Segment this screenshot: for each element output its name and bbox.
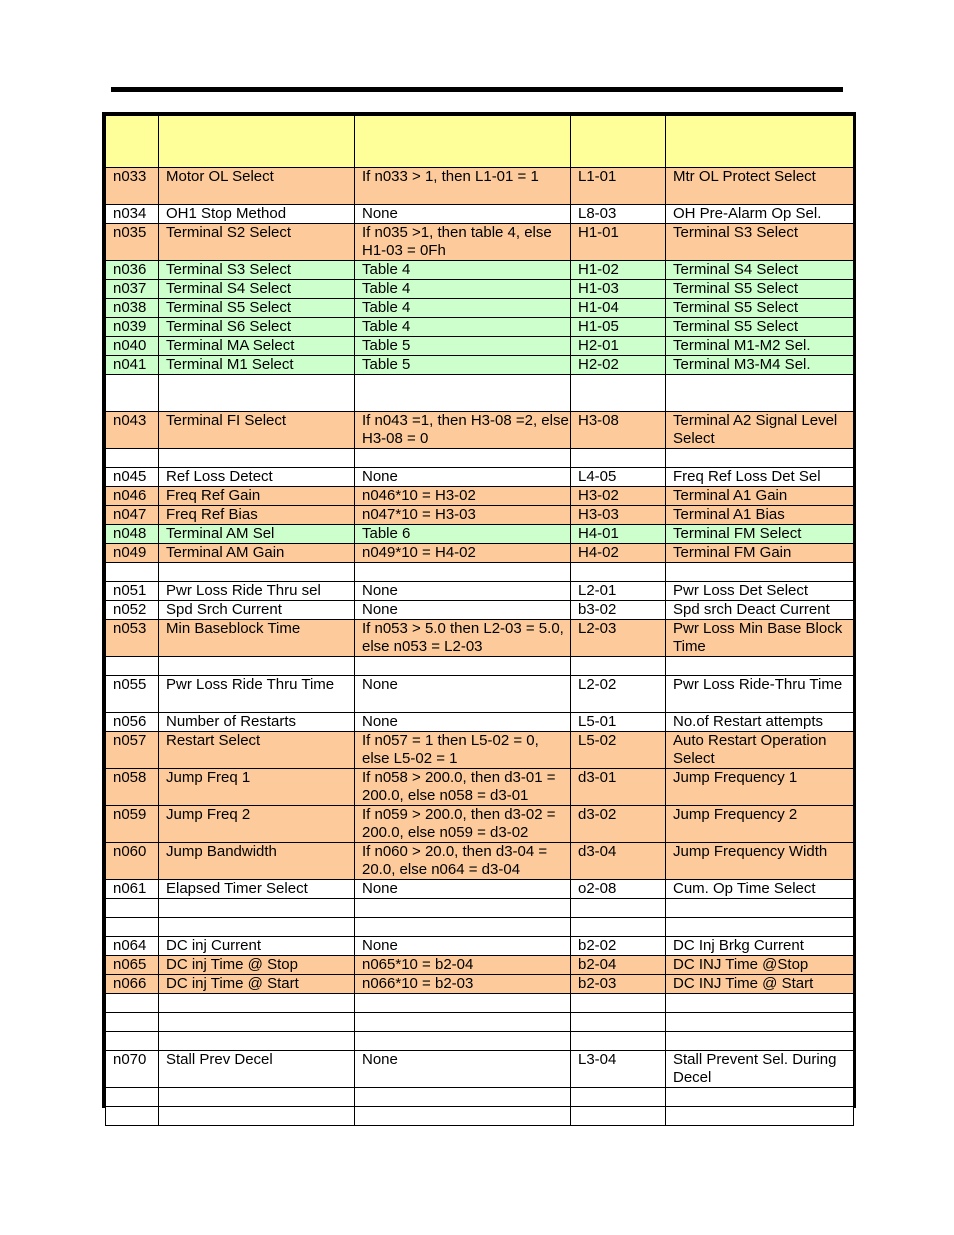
table-row	[106, 769, 854, 806]
table-row	[106, 1013, 854, 1032]
old-param-cell	[106, 899, 159, 918]
old-param-cell: n037	[106, 280, 159, 299]
conversion-cell: n065*10 = b2-04	[355, 956, 571, 975]
old-param-cell	[106, 918, 159, 937]
table-row	[106, 899, 854, 918]
new-param-cell: L8-03	[571, 205, 666, 224]
new-param-cell	[571, 899, 666, 918]
new-name-cell: Terminal FM Select	[666, 525, 854, 544]
table-row	[106, 299, 854, 318]
old-name-cell: Restart Select	[159, 732, 355, 769]
conversion-cell: If n033 > 1, then L1-01 = 1	[355, 168, 571, 205]
new-name-cell: Terminal FM Gain	[666, 544, 854, 563]
conversion-cell: None	[355, 582, 571, 601]
new-param-cell: L4-05	[571, 468, 666, 487]
old-name-cell: Freq Ref Bias	[159, 506, 355, 525]
table-row	[106, 994, 854, 1013]
conversion-cell	[355, 1032, 571, 1051]
new-name-cell: Jump Frequency 1	[666, 769, 854, 806]
conversion-cell: Table 4	[355, 318, 571, 337]
table-row	[106, 375, 854, 412]
new-param-cell	[571, 1088, 666, 1107]
old-param-cell: n052	[106, 601, 159, 620]
old-name-cell: Min Baseblock Time	[159, 620, 355, 657]
table-row	[106, 412, 854, 449]
old-param-cell: n049	[106, 544, 159, 563]
conversion-cell	[355, 918, 571, 937]
conversion-cell	[355, 899, 571, 918]
new-name-cell: Terminal S5 Select	[666, 318, 854, 337]
old-name-cell	[159, 899, 355, 918]
table-header-row	[106, 116, 854, 168]
new-name-cell: Jump Frequency Width	[666, 843, 854, 880]
new-param-cell	[571, 1032, 666, 1051]
old-param-cell: n070	[106, 1051, 159, 1088]
old-param-cell: n051	[106, 582, 159, 601]
old-name-cell: Terminal S4 Select	[159, 280, 355, 299]
conversion-cell: None	[355, 713, 571, 732]
conversion-cell: n049*10 = H4-02	[355, 544, 571, 563]
new-name-cell	[666, 657, 854, 676]
old-param-cell: n041	[106, 356, 159, 375]
new-param-cell	[571, 563, 666, 582]
table-row	[106, 356, 854, 375]
table-row	[106, 261, 854, 280]
new-name-cell	[666, 1107, 854, 1126]
table-row	[106, 620, 854, 657]
table-row	[106, 956, 854, 975]
old-name-cell: Elapsed Timer Select	[159, 880, 355, 899]
old-name-cell: Spd Srch Current	[159, 601, 355, 620]
conversion-cell: If n035 >1, then table 4, else H1-03 = 0Fh	[355, 224, 571, 261]
new-name-cell: Terminal A1 Gain	[666, 487, 854, 506]
conversion-cell: None	[355, 937, 571, 956]
old-name-cell	[159, 657, 355, 676]
new-param-cell: L2-02	[571, 676, 666, 713]
new-param-cell: b3-02	[571, 601, 666, 620]
old-name-cell	[159, 994, 355, 1013]
old-param-cell: n058	[106, 769, 159, 806]
conversion-cell	[355, 449, 571, 468]
conversion-cell: If n060 > 20.0, then d3-04 = 20.0, else n064 = d3-04	[355, 843, 571, 880]
new-name-cell: Cum. Op Time Select	[666, 880, 854, 899]
table-row	[106, 1051, 854, 1088]
conversion-cell	[355, 1107, 571, 1126]
new-name-cell: DC INJ Time @Stop	[666, 956, 854, 975]
old-name-cell: Terminal AM Sel	[159, 525, 355, 544]
old-name-cell: Terminal S6 Select	[159, 318, 355, 337]
old-param-cell: n046	[106, 487, 159, 506]
old-param-cell: n045	[106, 468, 159, 487]
old-param-cell: n043	[106, 412, 159, 449]
table-row	[106, 937, 854, 956]
old-param-cell: n033	[106, 168, 159, 205]
old-name-cell: Jump Freq 2	[159, 806, 355, 843]
new-name-cell: Terminal S5 Select	[666, 299, 854, 318]
new-name-cell: Terminal M3-M4 Sel.	[666, 356, 854, 375]
old-name-cell: Freq Ref Gain	[159, 487, 355, 506]
header-cell	[106, 116, 159, 168]
conversion-cell: Table 4	[355, 261, 571, 280]
conversion-cell: n046*10 = H3-02	[355, 487, 571, 506]
old-param-cell	[106, 657, 159, 676]
new-name-cell	[666, 994, 854, 1013]
old-name-cell	[159, 375, 355, 412]
old-name-cell	[159, 1032, 355, 1051]
new-name-cell: Pwr Loss Ride-Thru Time	[666, 676, 854, 713]
table-row	[106, 280, 854, 299]
conversion-cell	[355, 994, 571, 1013]
table-row	[106, 657, 854, 676]
conversion-cell: If n058 > 200.0, then d3-01 = 200.0, else n058 = d3-01	[355, 769, 571, 806]
old-name-cell: Terminal MA Select	[159, 337, 355, 356]
new-name-cell	[666, 1013, 854, 1032]
new-param-cell	[571, 449, 666, 468]
parameter-table-frame	[102, 112, 856, 1108]
new-name-cell: DC INJ Time @ Start	[666, 975, 854, 994]
new-name-cell	[666, 918, 854, 937]
old-param-cell	[106, 994, 159, 1013]
old-name-cell: Terminal S3 Select	[159, 261, 355, 280]
new-param-cell: d3-04	[571, 843, 666, 880]
new-param-cell: H1-04	[571, 299, 666, 318]
old-name-cell	[159, 1088, 355, 1107]
old-name-cell: Jump Freq 1	[159, 769, 355, 806]
table-row	[106, 975, 854, 994]
new-param-cell	[571, 657, 666, 676]
new-name-cell: OH Pre-Alarm Op Sel.	[666, 205, 854, 224]
new-param-cell: L5-01	[571, 713, 666, 732]
new-name-cell: Terminal M1-M2 Sel.	[666, 337, 854, 356]
conversion-cell: None	[355, 601, 571, 620]
conversion-cell: n066*10 = b2-03	[355, 975, 571, 994]
old-name-cell: Pwr Loss Ride Thru Time	[159, 676, 355, 713]
old-param-cell: n039	[106, 318, 159, 337]
old-name-cell	[159, 449, 355, 468]
old-param-cell: n059	[106, 806, 159, 843]
new-name-cell: Stall Prevent Sel. During Decel	[666, 1051, 854, 1088]
new-param-cell: H3-02	[571, 487, 666, 506]
new-param-cell: H3-08	[571, 412, 666, 449]
new-param-cell: L5-02	[571, 732, 666, 769]
new-param-cell	[571, 994, 666, 1013]
conversion-cell	[355, 657, 571, 676]
new-name-cell: Terminal S3 Select	[666, 224, 854, 261]
new-param-cell: H3-03	[571, 506, 666, 525]
old-name-cell: DC inj Time @ Stop	[159, 956, 355, 975]
old-param-cell: n065	[106, 956, 159, 975]
table-row	[106, 713, 854, 732]
old-name-cell	[159, 1107, 355, 1126]
old-param-cell: n038	[106, 299, 159, 318]
new-param-cell	[571, 375, 666, 412]
table-row	[106, 468, 854, 487]
old-name-cell: OH1 Stop Method	[159, 205, 355, 224]
table-row	[106, 1088, 854, 1107]
old-param-cell: n060	[106, 843, 159, 880]
old-name-cell: Jump Bandwidth	[159, 843, 355, 880]
conversion-cell: None	[355, 1051, 571, 1088]
conversion-cell: Table 4	[355, 280, 571, 299]
old-param-cell: n034	[106, 205, 159, 224]
conversion-cell: Table 4	[355, 299, 571, 318]
old-param-cell: n064	[106, 937, 159, 956]
old-param-cell: n047	[106, 506, 159, 525]
old-name-cell: Terminal M1 Select	[159, 356, 355, 375]
table-row	[106, 544, 854, 563]
new-name-cell	[666, 1088, 854, 1107]
old-param-cell	[106, 1088, 159, 1107]
conversion-cell: Table 5	[355, 356, 571, 375]
table-row	[106, 582, 854, 601]
new-name-cell: No.of Restart attempts	[666, 713, 854, 732]
new-name-cell: Pwr Loss Det Select	[666, 582, 854, 601]
conversion-cell: None	[355, 676, 571, 713]
new-param-cell: d3-02	[571, 806, 666, 843]
old-param-cell	[106, 449, 159, 468]
conversion-cell: None	[355, 468, 571, 487]
new-name-cell: Spd srch Deact Current	[666, 601, 854, 620]
new-param-cell: L1-01	[571, 168, 666, 205]
new-name-cell: Terminal S5 Select	[666, 280, 854, 299]
new-param-cell: H1-03	[571, 280, 666, 299]
old-param-cell: n035	[106, 224, 159, 261]
new-param-cell	[571, 1107, 666, 1126]
new-param-cell	[571, 1013, 666, 1032]
table-row	[106, 205, 854, 224]
conversion-cell	[355, 1013, 571, 1032]
table-row	[106, 918, 854, 937]
old-name-cell: Ref Loss Detect	[159, 468, 355, 487]
old-name-cell: Pwr Loss Ride Thru sel	[159, 582, 355, 601]
parameter-conversion-table	[105, 115, 854, 1126]
header-cell	[159, 116, 355, 168]
old-name-cell	[159, 1013, 355, 1032]
old-param-cell: n036	[106, 261, 159, 280]
old-param-cell	[106, 1107, 159, 1126]
table-row	[106, 318, 854, 337]
table-row	[106, 506, 854, 525]
table-row	[106, 806, 854, 843]
old-name-cell: Terminal FI Select	[159, 412, 355, 449]
conversion-cell	[355, 1088, 571, 1107]
new-param-cell: H1-01	[571, 224, 666, 261]
table-row	[106, 1032, 854, 1051]
new-param-cell: H4-02	[571, 544, 666, 563]
new-name-cell	[666, 899, 854, 918]
new-name-cell: DC Inj Brkg Current	[666, 937, 854, 956]
new-name-cell	[666, 375, 854, 412]
old-name-cell: DC inj Time @ Start	[159, 975, 355, 994]
old-name-cell: Stall Prev Decel	[159, 1051, 355, 1088]
new-param-cell: b2-04	[571, 956, 666, 975]
old-param-cell: n055	[106, 676, 159, 713]
old-name-cell: Motor OL Select	[159, 168, 355, 205]
table-row	[106, 880, 854, 899]
new-param-cell: H4-01	[571, 525, 666, 544]
old-name-cell	[159, 918, 355, 937]
old-param-cell: n040	[106, 337, 159, 356]
table-row	[106, 449, 854, 468]
table-row	[106, 525, 854, 544]
new-name-cell: Terminal A2 Signal Level Select	[666, 412, 854, 449]
new-param-cell: L3-04	[571, 1051, 666, 1088]
new-name-cell: Pwr Loss Min Base Block Time	[666, 620, 854, 657]
conversion-cell: Table 6	[355, 525, 571, 544]
new-param-cell: b2-03	[571, 975, 666, 994]
new-param-cell: H1-05	[571, 318, 666, 337]
conversion-cell	[355, 563, 571, 582]
new-param-cell: H1-02	[571, 261, 666, 280]
old-param-cell	[106, 563, 159, 582]
conversion-cell: If n043 =1, then H3-08 =2, else H3-08 = 0	[355, 412, 571, 449]
conversion-cell: Table 5	[355, 337, 571, 356]
new-param-cell: H2-02	[571, 356, 666, 375]
table-row	[106, 732, 854, 769]
header-rule	[111, 87, 843, 92]
old-param-cell	[106, 1032, 159, 1051]
conversion-cell	[355, 375, 571, 412]
header-cell	[355, 116, 571, 168]
old-name-cell: Terminal S2 Select	[159, 224, 355, 261]
old-param-cell	[106, 1013, 159, 1032]
old-name-cell: Number of Restarts	[159, 713, 355, 732]
new-param-cell: H2-01	[571, 337, 666, 356]
old-param-cell: n056	[106, 713, 159, 732]
old-name-cell	[159, 563, 355, 582]
table-row	[106, 601, 854, 620]
header-cell	[571, 116, 666, 168]
old-param-cell	[106, 375, 159, 412]
new-param-cell: L2-01	[571, 582, 666, 601]
new-param-cell: o2-08	[571, 880, 666, 899]
table-row	[106, 487, 854, 506]
old-param-cell: n053	[106, 620, 159, 657]
new-name-cell: Terminal S4 Select	[666, 261, 854, 280]
new-name-cell: Jump Frequency 2	[666, 806, 854, 843]
new-param-cell	[571, 918, 666, 937]
table-row	[106, 224, 854, 261]
conversion-cell: n047*10 = H3-03	[355, 506, 571, 525]
conversion-cell: If n059 > 200.0, then d3-02 = 200.0, else n059 = d3-02	[355, 806, 571, 843]
old-name-cell: DC inj Current	[159, 937, 355, 956]
old-name-cell: Terminal S5 Select	[159, 299, 355, 318]
new-param-cell: L2-03	[571, 620, 666, 657]
table-row	[106, 168, 854, 205]
conversion-cell: None	[355, 880, 571, 899]
conversion-cell: If n053 > 5.0 then L2-03 = 5.0, else n053 = L2-03	[355, 620, 571, 657]
new-name-cell	[666, 1032, 854, 1051]
new-name-cell	[666, 449, 854, 468]
new-param-cell: b2-02	[571, 937, 666, 956]
old-param-cell: n057	[106, 732, 159, 769]
header-cell	[666, 116, 854, 168]
conversion-cell: If n057 = 1 then L5-02 = 0, else L5-02 = 1	[355, 732, 571, 769]
new-name-cell: Mtr OL Protect Select	[666, 168, 854, 205]
table-row	[106, 1107, 854, 1126]
table-row	[106, 676, 854, 713]
new-name-cell: Auto Restart Operation Select	[666, 732, 854, 769]
old-param-cell: n048	[106, 525, 159, 544]
table-row	[106, 337, 854, 356]
old-name-cell: Terminal AM Gain	[159, 544, 355, 563]
conversion-cell: None	[355, 205, 571, 224]
old-param-cell: n061	[106, 880, 159, 899]
new-name-cell: Terminal A1 Bias	[666, 506, 854, 525]
table-row	[106, 563, 854, 582]
old-param-cell: n066	[106, 975, 159, 994]
new-param-cell: d3-01	[571, 769, 666, 806]
new-name-cell	[666, 563, 854, 582]
table-row	[106, 843, 854, 880]
new-name-cell: Freq Ref Loss Det Sel	[666, 468, 854, 487]
